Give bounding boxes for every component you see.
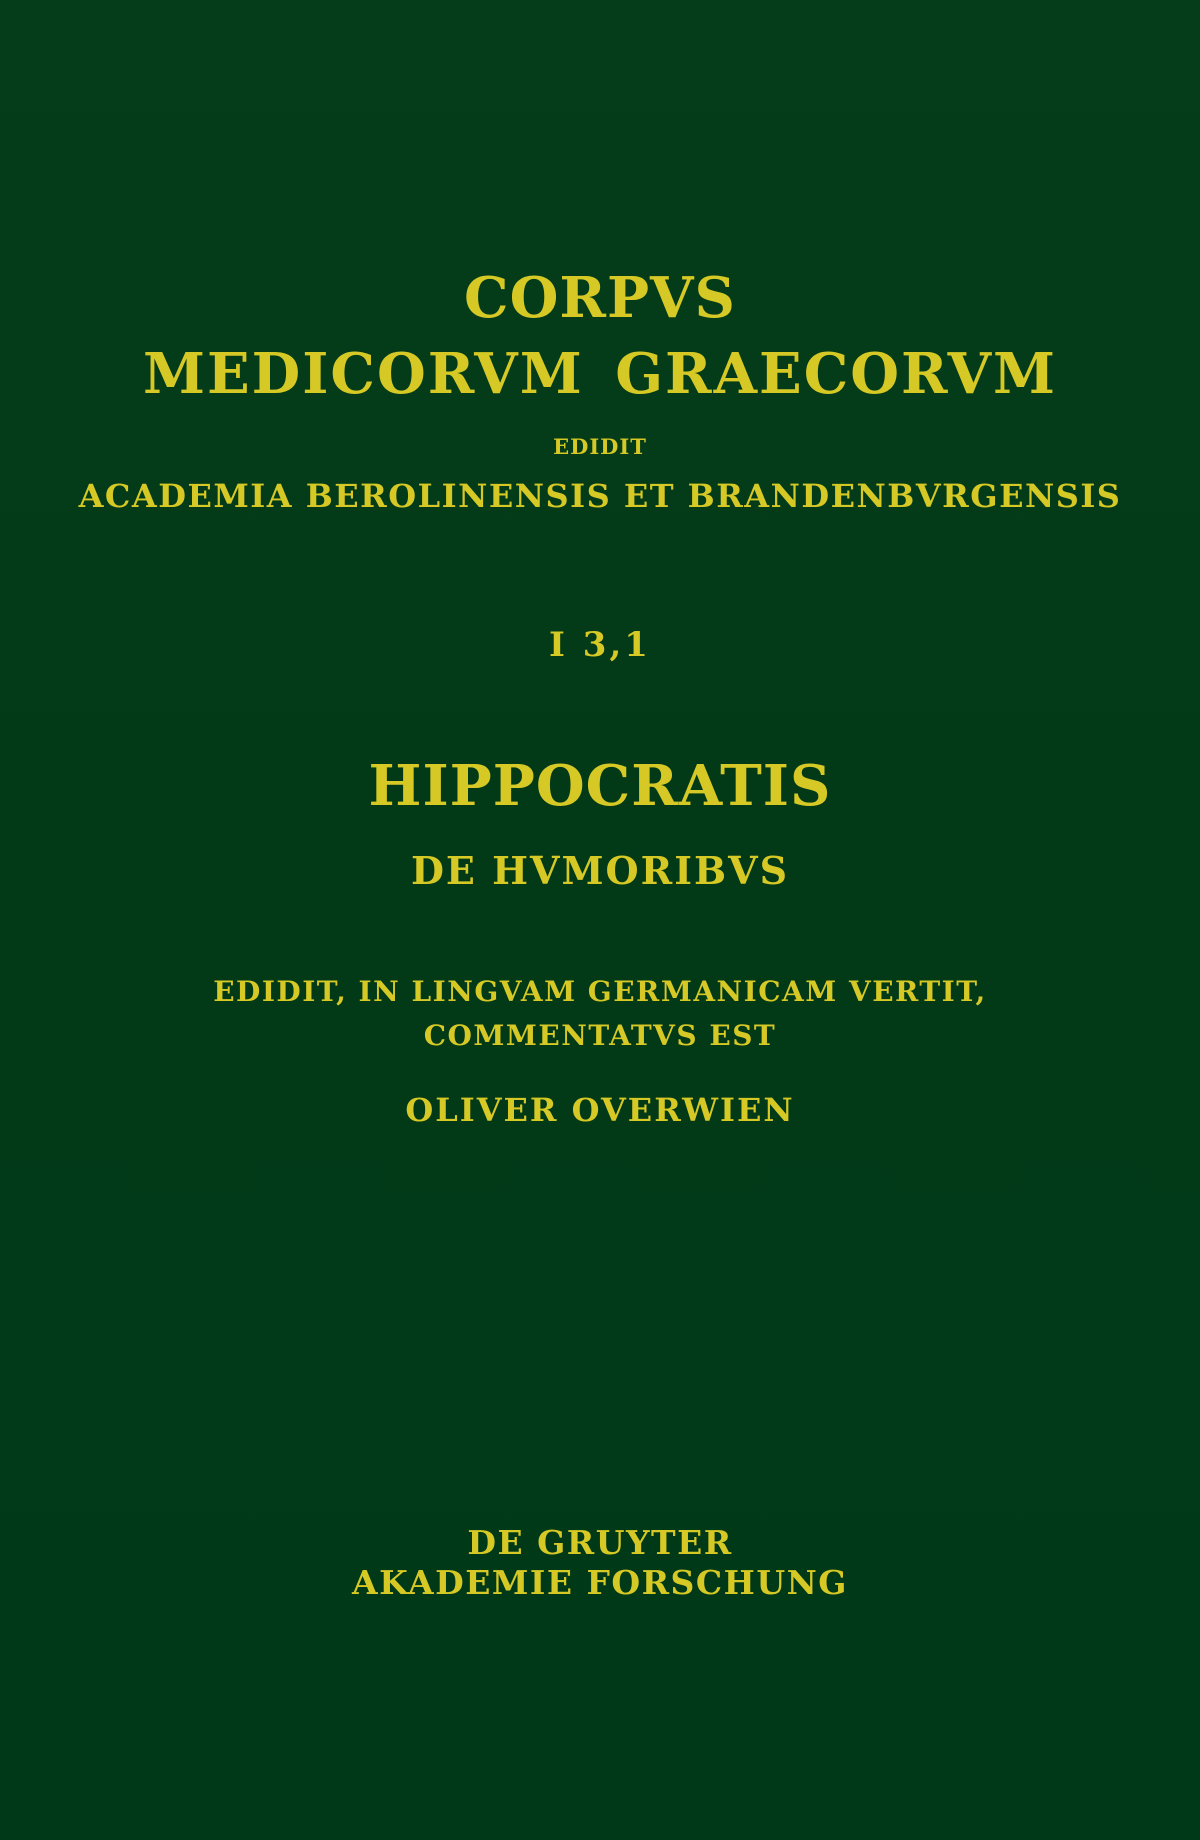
academy-name: ACADEMIA BEROLINENSIS ET BRANDENBVRGENSIS	[78, 477, 1122, 515]
series-title-line1: CORPVS	[464, 265, 736, 331]
author-title: HIPPOCRATIS	[368, 753, 832, 819]
editorial-note-line2: COMMENTATVS EST	[423, 1019, 777, 1052]
series-title-line2: MEDICORVM GRAECORVM	[142, 341, 1058, 407]
editor-name: OLIVER OVERWIEN	[405, 1091, 795, 1129]
edidit-label: EDIDIT	[553, 434, 647, 459]
volume-number: I 3,1	[549, 625, 651, 665]
publisher-imprint: AKADEMIE FORSCHUNG	[352, 1563, 848, 1602]
work-title: DE HVMORIBVS	[410, 848, 790, 893]
publisher-name: DE GRUYTER	[467, 1523, 733, 1562]
editorial-note-line1: EDIDIT, IN LINGVAM GERMANICAM VERTIT,	[213, 975, 987, 1008]
